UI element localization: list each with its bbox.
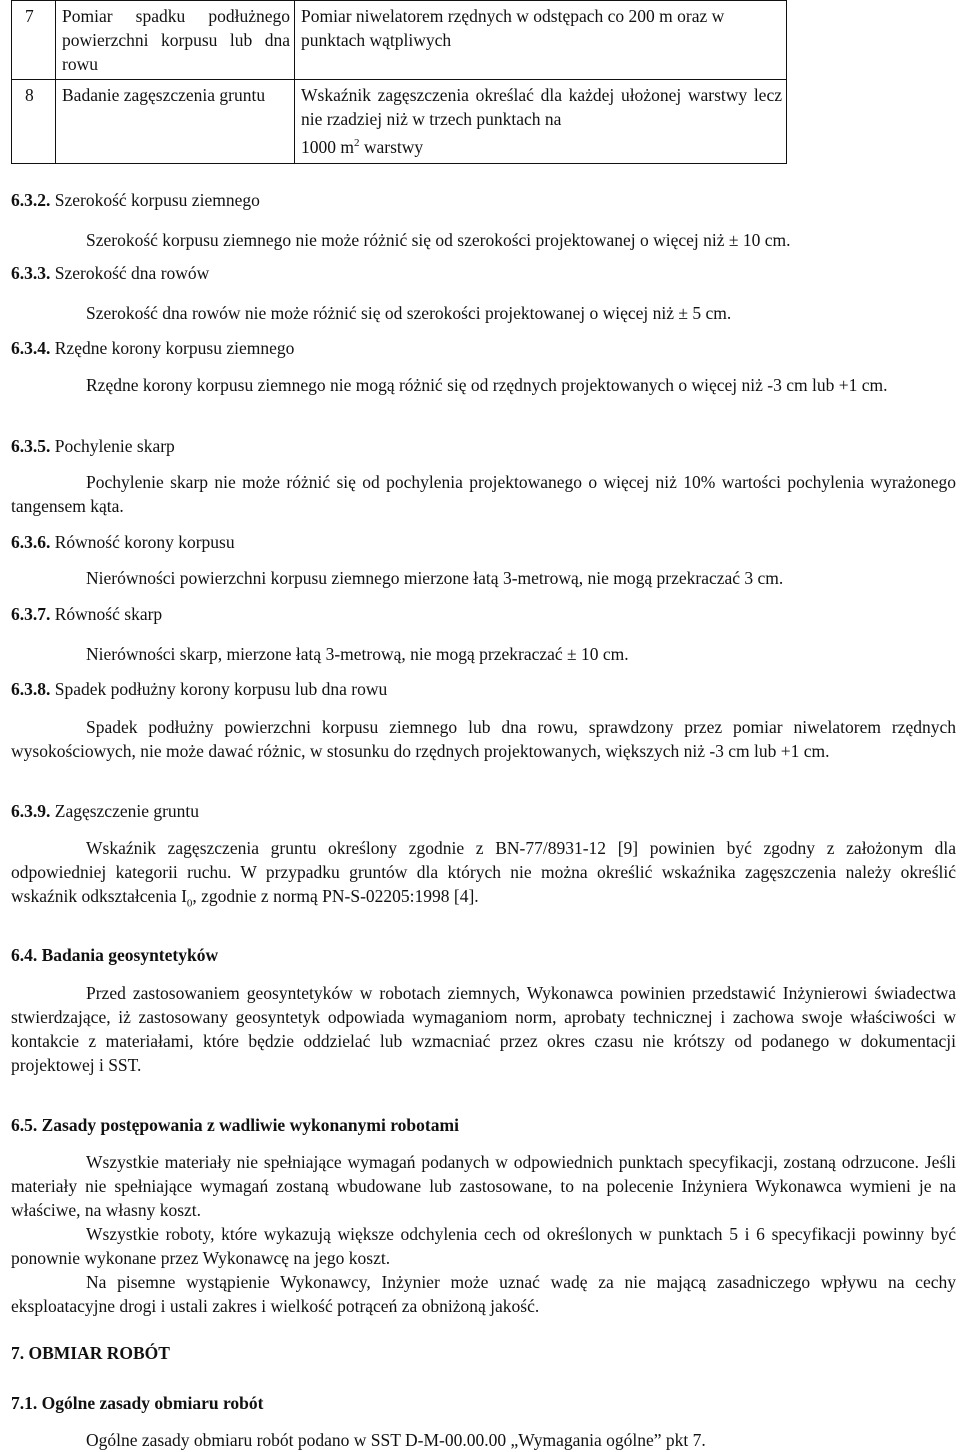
section-number: 6.3.2. [11, 190, 51, 210]
section-heading [11, 188, 955, 212]
section-heading [11, 602, 955, 626]
subscript: 0 [186, 897, 193, 910]
section-number: 7.1. [11, 1393, 38, 1413]
section-number: 6.3.4. [11, 338, 51, 358]
section-body: Pochylenie skarp nie może różnić się od pochylenia projektowanego o więcej niż 10% wartości pochylenia wyrażonego tangensem kąta. [11, 472, 956, 516]
paragraph: Na pisemne wystąpienie Wykonawcy, Inżynier może uznać wadę za nie mającą zasadniczego wpływu na cechy eksploatacyjne drogi i ustali zakres i wielkość potrąceń za obniżoną jakość. [11, 1272, 956, 1316]
paragraph: Wszystkie materiały nie spełniające wymagań podanych w odpowiednich punktach specyfikacji, zostaną odrzucone. Jeśli materiały nie spełniające wymagań zostaną wbudowane lub zastosowane, to na polecenie Inżyniera Wykonawca wymieni je na właściwe, na własny koszt. [11, 1152, 956, 1220]
paragraph: Wszystkie roboty, które wykazują większe odchylenia cech od określonych w punktach 5 i 6 specyfikacji powinny być ponownie wykonane przez Wykonawcę na jego koszt. [11, 1224, 956, 1268]
section-title: Równość korony korpusu [54, 532, 235, 552]
section-body: Nierówności skarp, mierzone łatą 3-metrową, nie mogą przekraczać ± 10 cm. [86, 644, 629, 664]
section-heading [11, 677, 955, 701]
section-title: OBMIAR ROBÓT [28, 1343, 170, 1363]
section-heading [11, 1391, 955, 1415]
section-title: Spadek podłużny korony korpusu lub dna rowu [54, 679, 388, 699]
section-body: Nierówności powierzchni korpusu ziemnego mierzone łatą 3-metrową, nie mogą przekraczać 3 cm. [86, 568, 784, 588]
section-title: Pochylenie skarp [54, 436, 175, 456]
section-body: Szerokość korpusu ziemnego nie może różnić się od szerokości projektowanej o więcej niż ± 10 cm. [86, 230, 791, 250]
section-heading [11, 530, 955, 554]
section-body [11, 1150, 956, 1318]
row-description: Wskaźnik zagęszczenia określać dla każdej ułożonej warstwy lecz nie rzadziej niż w trzech punktach na [301, 85, 782, 129]
section-number: 6.4. [11, 945, 38, 965]
area-value: 1000 m [301, 136, 354, 157]
section-body: Ogólne zasady obmiaru robót podano w SST D-M-00.00.00 „Wymagania ogólne” pkt 7. [86, 1430, 706, 1450]
section-number: 6.3.7. [11, 604, 51, 624]
chapter-heading [11, 1341, 955, 1365]
section-heading [11, 943, 955, 967]
section-title: Szerokość dna rowów [54, 263, 210, 283]
section-title: Badania geosyntetyków [41, 945, 219, 965]
superscript: 2 [354, 137, 360, 149]
section-number: 6.3.3. [11, 263, 51, 283]
section-heading [11, 261, 955, 285]
section-heading [11, 1113, 955, 1137]
section-body: Wskaźnik zagęszczenia gruntu określony zgodnie z BN-77/8931-12 [9] powinien być zgodny z założonym dla odpowiedniej kategorii ruchu. W przypadku gruntów dla których nie można określić wskaźnika zagęszczenia należy określić wskaźnik odkształcenia $I_0$, zgodnie z normą PN-S-02205:1998 [4]. [11, 838, 956, 910]
section-body: Szerokość dna rowów nie może różnić się od szerokości projektowanej o więcej niż ± 5 cm. [86, 303, 732, 323]
section-body: Spadek podłużny powierzchni korpusu ziemnego lub dna rowu, sprawdzony przez pomiar niwelatorem rzędnych wysokościowych, nie może dawać różnic, w stosunku do rzędnych projektowanych, większych niż -3 cm lub +1 cm. [11, 717, 956, 761]
section-title: Szerokość korpusu ziemnego [54, 190, 260, 210]
table-row [12, 80, 787, 164]
inspection-table [11, 0, 787, 164]
row-number: 7 [12, 1, 56, 80]
row-name: Pomiar spadku podłużnego powierzchni korpusu lub dna rowu [56, 1, 295, 80]
section-number: 6.3.8. [11, 679, 51, 699]
section-body: Rzędne korony korpusu ziemnego nie mogą różnić się od rzędnych projektowanych o więcej niż -3 cm lub +1 cm. [86, 375, 888, 395]
area-unit-text: warstwy [359, 136, 424, 157]
row-description-tail [301, 131, 782, 159]
section-title: Zagęszczenie gruntu [54, 801, 200, 821]
section-title: Równość skarp [54, 604, 163, 624]
section-number: 6.3.6. [11, 532, 51, 552]
section-heading [11, 336, 955, 360]
row-name: Badanie zagęszczenia gruntu [56, 80, 295, 164]
section-title: Ogólne zasady obmiaru robót [41, 1393, 264, 1413]
section-number: 6.3.9. [11, 801, 51, 821]
section-number: 7. [11, 1343, 25, 1363]
section-title: Zasady postępowania z wadliwie wykonanymi robotami [41, 1115, 459, 1135]
section-body: Przed zastosowaniem geosyntetyków w robotach ziemnych, Wykonawca powinien przedstawić Inżynierowi świadectwa stwierdzające, iż zastosowany geosyntetyk odpowiada wymaganiom norm, aprobaty technicznej i zachowa swoje właściwości w kontakcie z materiałami, które będzie oddzielać lub wzmacniać przez okres czasu nie krótszy od podanego w dokumentacji projektowej i SST. [11, 983, 956, 1075]
table-row [12, 1, 787, 80]
section-number: 6.3.5. [11, 436, 51, 456]
section-heading [11, 434, 955, 458]
row-description-cell [295, 80, 787, 164]
section-title: Rzędne korony korpusu ziemnego [54, 338, 295, 358]
row-number: 8 [12, 80, 56, 164]
row-description: Pomiar niwelatorem rzędnych w odstępach co 200 m oraz w punktach wątpliwych [295, 1, 787, 80]
section-number: 6.5. [11, 1115, 38, 1135]
section-heading [11, 799, 955, 823]
